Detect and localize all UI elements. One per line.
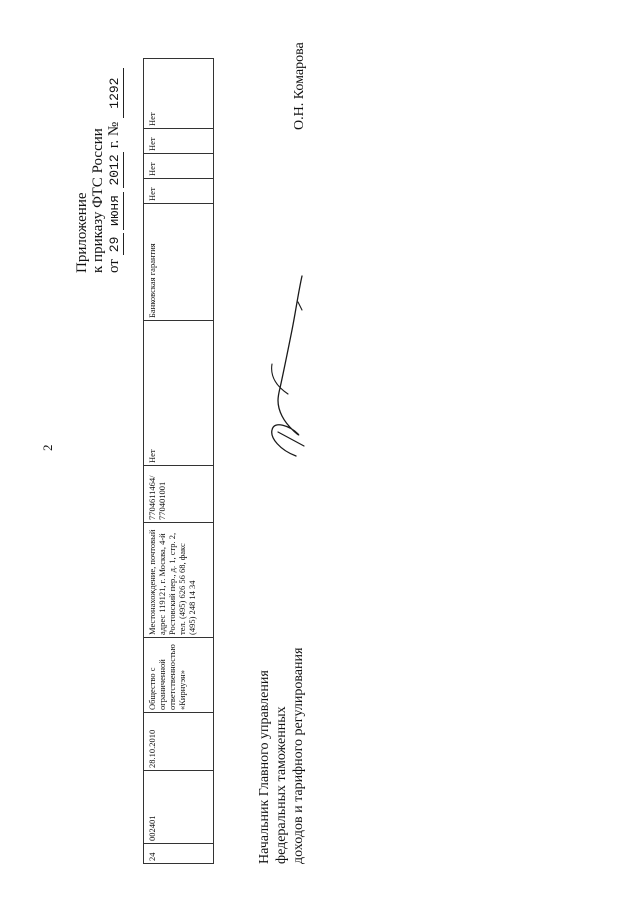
signer-name: О.Н. Комарова [292,42,307,130]
order-month: июня [107,192,124,230]
status-cell-2: Нет [144,179,214,204]
order-day: 29 [107,233,124,255]
guarantee-cell: Банковская гарантия [144,204,214,321]
appendix-header [74,53,124,273]
status-cell-1: Нет [144,321,214,466]
signatory-title-line-2: федеральных таможенных [274,706,289,864]
address-cell: Местонахождение, почтовый адрес 119121, г. Москва, 4-й Ростовский пер., д. 1, стр. 2, тел. (495) 626 56 68, факс (495) 248 14 34 [144,523,214,638]
appendix-title: Приложение [74,192,90,273]
status-cell-3: Нет [144,154,214,179]
organization-name-cell: Общество с ограниченной ответственностью «Кирнуэн» [144,638,214,713]
appendix-order-reference: к приказу ФТС России [90,128,106,273]
status-cell-4: Нет [144,129,214,154]
register-table [143,58,214,864]
order-number: 1292 [107,68,124,118]
order-year: 2012 [107,152,124,188]
handwritten-signature [258,270,310,460]
row-number-cell: 24 [144,844,214,864]
registration-number-cell: 002401 [144,771,214,844]
signatory-title-line-1: Начальник Главного управления [257,670,272,864]
inn-kpp-cell: 7704611464/ 770401001 [144,466,214,523]
date-prefix: от [106,259,122,273]
status-cell-5: Нет [144,59,214,129]
signatory-title-line-3: доходов и тарифного регулирования [291,647,306,864]
table-row [144,59,214,864]
number-sign: № [106,121,122,137]
date-cell: 28.10.2010 [144,713,214,771]
appendix-date-line [106,53,124,273]
signatory-title [256,648,307,864]
year-suffix: г. [106,139,122,149]
page-number: 2 [40,444,55,451]
